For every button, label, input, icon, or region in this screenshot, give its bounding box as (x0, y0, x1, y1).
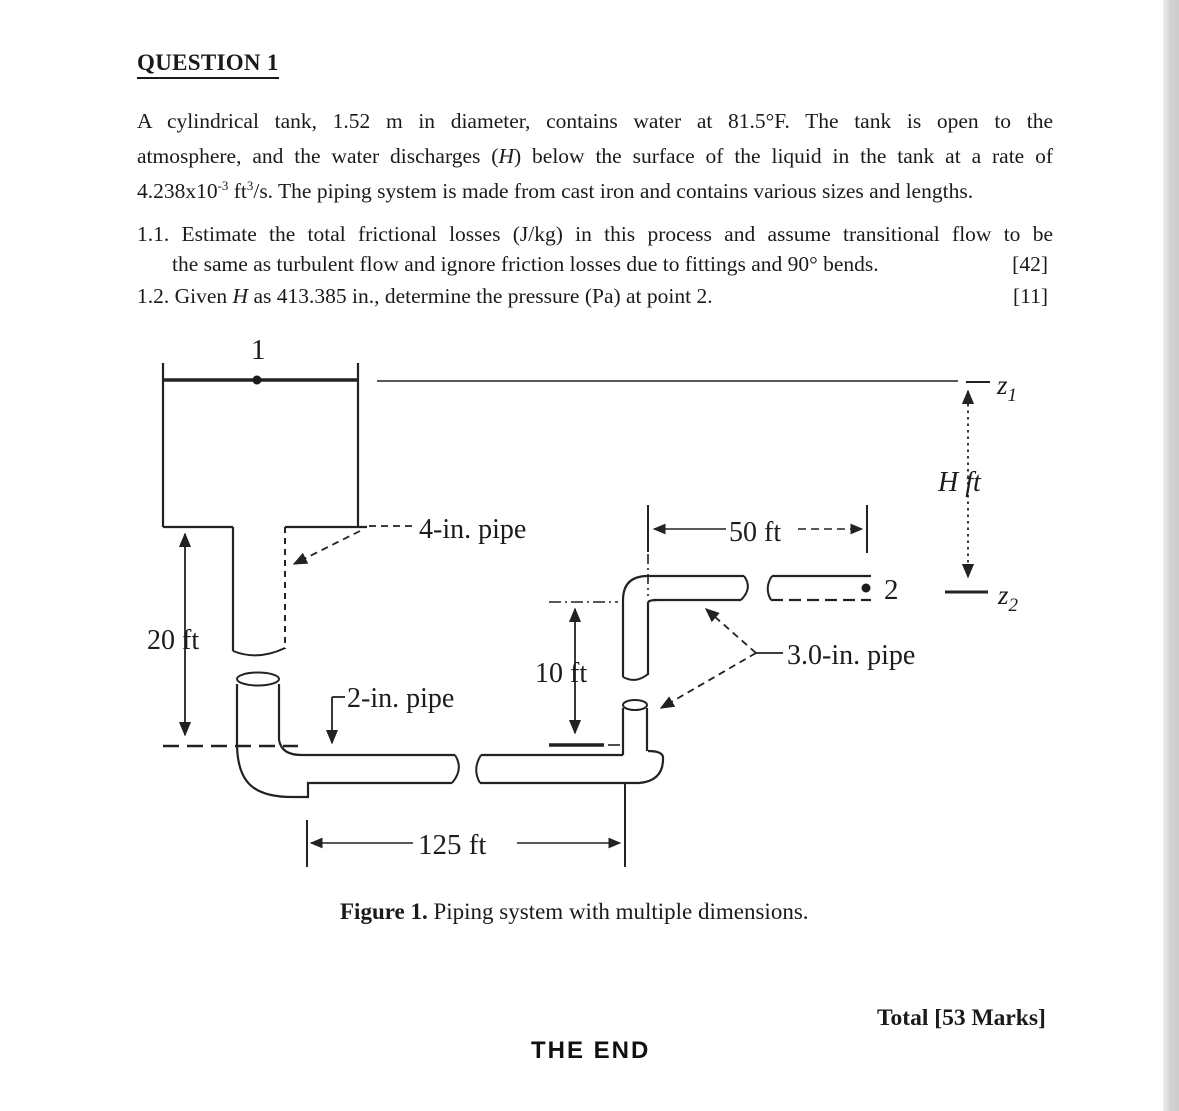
pipe-3in-label: 3.0-in. pipe (787, 640, 916, 671)
point-1-label: 1 (251, 334, 266, 366)
point-1-dot (253, 376, 262, 385)
surface-reference-line (377, 381, 990, 382)
tank (163, 334, 367, 527)
pipe-2in-callout (332, 683, 454, 743)
figure-piping-diagram (0, 330, 1179, 890)
dim-125ft-label: 125 ft (418, 829, 487, 861)
pipe-4in-vertical (233, 527, 285, 655)
dim-10ft-label: 10 ft (535, 658, 588, 689)
page-edge-strip (1163, 0, 1179, 1111)
intro-line-1: A cylindrical tank, 1.52 m in diameter, contains water at 81.5°F. The tank is open to the (137, 109, 1053, 133)
pipe-2in-label: 2-in. pipe (347, 683, 455, 714)
pipe-3in-riser (623, 600, 648, 755)
q11-line-2: the same as turbulent flow and ignore friction losses due to fittings and 90° bends. [42] (137, 249, 1053, 279)
pipe-3in-callout (661, 609, 915, 708)
pipe-3in-horizontal (623, 574, 899, 606)
intro-line-2: atmosphere, and the water discharges (H) below the surface of the liquid in the tank at a rate of (137, 144, 1053, 168)
pipe-4in-callout (294, 514, 526, 564)
z1-label: $z_1$ (997, 370, 1018, 406)
q11-marks: [42] (1012, 252, 1048, 276)
q12-marks: [11] (1012, 284, 1048, 308)
intro-line-3: $4.238x10^{-3}$ $ft^3/s$. The piping system is made from cast iron and contains various sizes and lengths. (137, 178, 974, 203)
total-marks: Total [53 Marks] (877, 1005, 1046, 1031)
q11-line-1: 1.1. Estimate the total frictional losses (J/kg) in this process and assume transitional flow to be (137, 222, 1053, 246)
figure-caption: Figure 1. Piping system with multiple dimensions. (340, 899, 809, 924)
point-2-label: 2 (884, 574, 899, 606)
dim-20ft (147, 534, 298, 746)
pipe-4in-label: 4-in. pipe (419, 514, 527, 545)
question-1-2: 1.2. Given H as 413.385 in., determine the pressure (Pa) at point 2. [11] (137, 281, 1053, 311)
z2-label: $z_2$ (998, 580, 1019, 616)
dim-50ft (648, 505, 867, 596)
intro-paragraph (137, 104, 1053, 209)
dim-H (937, 370, 1019, 616)
question-title: QUESTION 1 (137, 50, 279, 79)
dim-50ft-label: 50 ft (729, 517, 782, 548)
question-1-1 (137, 219, 1053, 279)
dim-125ft (307, 782, 625, 867)
point-2-dot (862, 584, 871, 593)
dim-H-label: H ft (938, 467, 981, 498)
the-end-text: THE END (531, 1037, 651, 1064)
dim-20ft-label: 20 ft (147, 625, 200, 656)
dim-10ft (535, 602, 623, 745)
